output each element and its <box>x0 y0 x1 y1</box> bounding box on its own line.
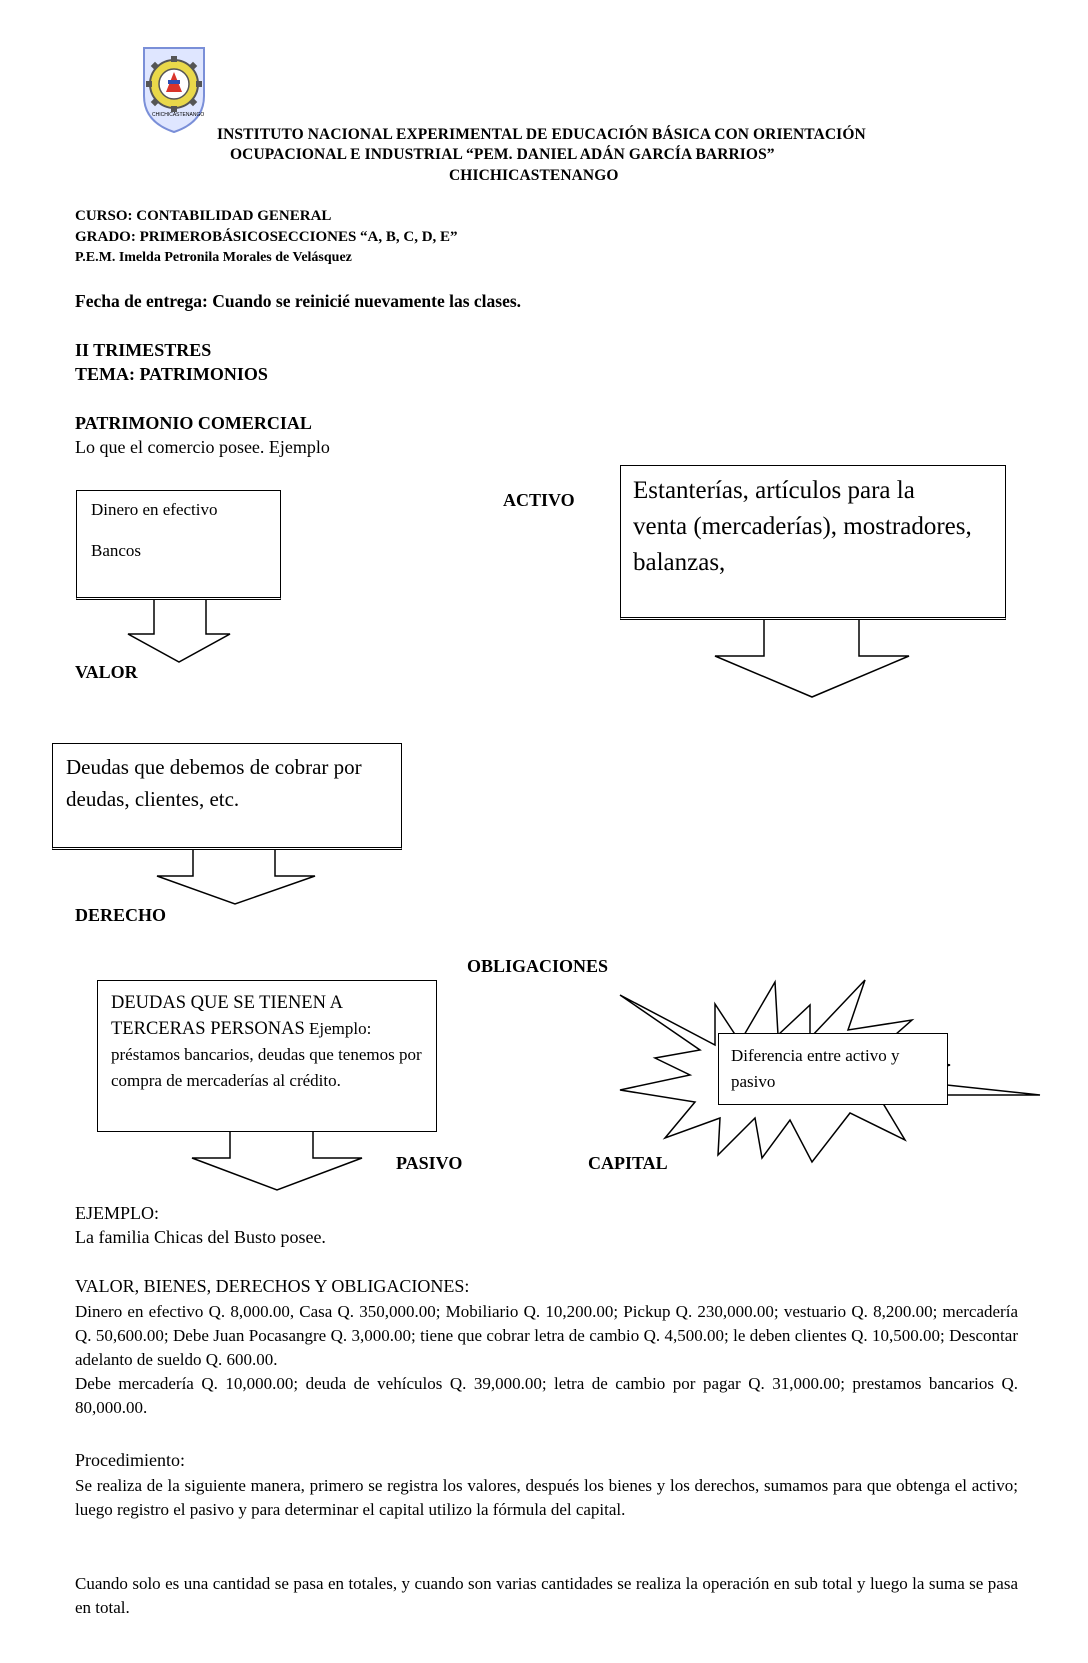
activo-arrow <box>712 620 912 700</box>
topic-title: TEMA: PATRIMONIOS <box>75 364 268 384</box>
activo-box <box>620 465 1006 620</box>
capital-label: CAPITAL <box>588 1153 668 1173</box>
section-intro: Lo que el comercio posee. Ejemplo <box>75 437 330 457</box>
institute-city: CHICHICASTENANGO <box>449 167 619 184</box>
valor-arrow <box>126 600 236 664</box>
example-paragraph-1: Dinero en efectivo Q. 8,000.00, Casa Q. 350,000.00; Mobiliario Q. 10,200.00; Pickup Q. 230,000.00; vestuario Q. 8,200.00; mercadería Q. 50,600.00; Debe Juan Pocasangre Q. 3,000.00; tiene que cobrar letra de cambio Q. 4,500.00; le deben clientes Q. 10,500.00; Descontar adelanto de sueldo Q. 600.00. <box>75 1302 1018 1369</box>
capital-box <box>718 1033 948 1105</box>
procedure-paragraph-1: Se realiza de la siguiente manera, primero se registra los valores, después los bienes y los derechos, sumamos para que obtenga el activo; luego registro el pasivo y para determinar el capital utilizo la fórmula del capital. <box>75 1476 1018 1519</box>
valor-label: VALOR <box>75 662 138 682</box>
due-date-line: Fecha de entrega: Cuando se reinicié nuevamente las clases. <box>75 291 522 311</box>
pasivo-box-description: Ejemplo: préstamos bancarios, deudas que tenemos por compra de mercaderías al crédito. <box>111 1019 422 1090</box>
teacher-line: P.E.M. Imelda Petronila Morales de Velásquez <box>75 250 352 265</box>
example-heading: VALOR, BIENES, DERECHOS Y OBLIGACIONES: <box>75 1276 470 1296</box>
logo-text: CHICHICASTENANGO <box>152 112 205 118</box>
valor-box <box>76 490 281 600</box>
derecho-box-text: Deudas que debemos de cobrar por deudas, clientes, etc. <box>66 755 362 811</box>
valor-box-item-cash: Dinero en efectivo <box>91 500 218 519</box>
obligaciones-label: OBLIGACIONES <box>467 956 609 976</box>
institute-name-line2: OCUPACIONAL E INDUSTRIAL “PEM. DANIEL ADÁN GARCÍA BARRIOS” <box>230 146 775 163</box>
pasivo-label: PASIVO <box>396 1153 463 1173</box>
trimester-title: II TRIMESTRES <box>75 340 212 360</box>
procedure-paragraph-2: Cuando solo es una cantidad se pasa en totales, y cuando son varias cantidades se realiza la operación en sub total y luego la suma se pasa en total. <box>75 1574 1018 1617</box>
capital-box-text: Diferencia entre activo y pasivo <box>731 1046 900 1091</box>
example-title: EJEMPLO: <box>75 1203 160 1223</box>
pasivo-box-heading: DEUDAS QUE SE TIENEN A TERCERAS PERSONAS <box>111 993 342 1039</box>
derecho-label: DERECHO <box>75 905 167 925</box>
activo-label: ACTIVO <box>503 490 575 510</box>
derecho-arrow <box>155 850 320 906</box>
pasivo-arrow <box>190 1132 365 1192</box>
activo-box-text: Estanterías, artículos para la venta (mercaderías), mostradores, balanzas, <box>633 477 972 576</box>
institute-name-line1: INSTITUTO NACIONAL EXPERIMENTAL DE EDUCACIÓN BÁSICA CON ORIENTACIÓN <box>217 126 866 143</box>
pasivo-box-text <box>111 990 426 1094</box>
course-line: CURSO: CONTABILIDAD GENERAL <box>75 208 332 224</box>
grade-line: GRADO: PRIMEROBÁSICOSECCIONES “A, B, C, D, E” <box>75 229 458 245</box>
school-logo <box>136 44 212 134</box>
section-title: PATRIMONIO COMERCIAL <box>75 413 312 433</box>
derecho-box <box>52 743 402 850</box>
example-paragraph-2: Debe mercadería Q. 10,000.00; deuda de vehículos Q. 39,000.00; letra de cambio por pagar Q. 31,000.00; prestamos bancarios Q. 80,000.00. <box>75 1374 1018 1417</box>
procedure-title: Procedimiento: <box>75 1450 185 1470</box>
example-intro: La familia Chicas del Busto posee. <box>75 1227 326 1247</box>
pasivo-box <box>97 980 437 1132</box>
valor-box-item-banks: Bancos <box>91 541 142 560</box>
